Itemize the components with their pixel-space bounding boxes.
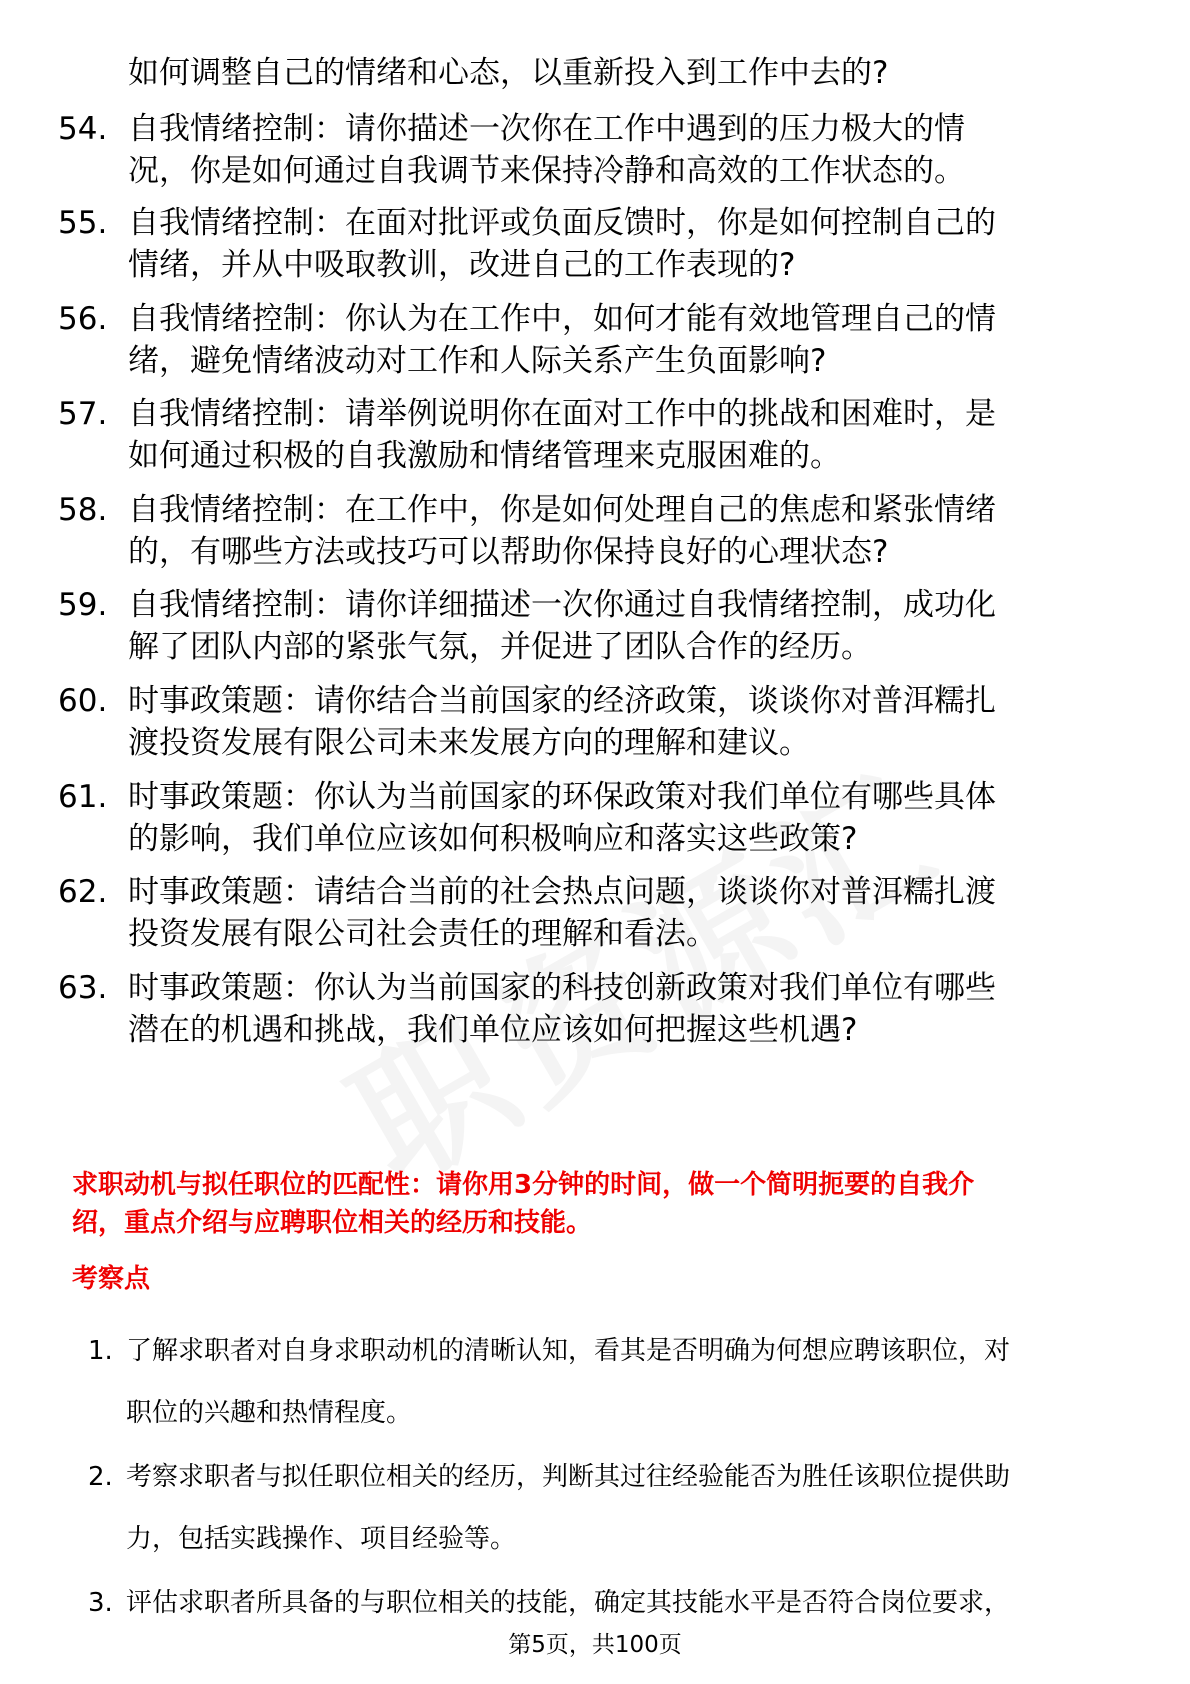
evaluation-points-heading: 考察点 [72, 1264, 151, 1294]
section-heading-line: 绍，重点介绍与应聘职位相关的经历和技能。 [72, 1208, 593, 1238]
question-number: 56. [58, 301, 108, 337]
question-continuation: 如何调整自己的情绪和心态，以重新投入到工作中去的? [128, 55, 889, 91]
question-text [128, 489, 1128, 573]
question-number: 59. [58, 587, 108, 623]
question-text [128, 584, 1128, 668]
question-number: 62. [58, 874, 108, 910]
question-line: 况，你是如何通过自我调节来保持冷静和高效的工作状态的。 [128, 153, 965, 189]
section-heading [72, 1166, 1132, 1242]
point-number: 3. [88, 1588, 113, 1618]
question-line: 情绪，并从中吸取教训，改进自己的工作表现的? [128, 247, 796, 283]
point-line: 力，包括实践操作、项目经验等。 [126, 1524, 517, 1554]
point-text [126, 1572, 1136, 1634]
question-line: 解了团队内部的紧张气氛，并促进了团队合作的经历。 [128, 629, 872, 665]
question-text [128, 871, 1128, 955]
point-number: 1. [88, 1336, 113, 1366]
question-line: 时事政策题：你认为当前国家的科技创新政策对我们单位有哪些 [128, 970, 996, 1006]
question-line: 的，有哪些方法或技巧可以帮助你保持良好的心理状态? [128, 534, 889, 570]
point-line: 了解求职者对自身求职动机的清晰认知，看其是否明确为何想应聘该职位，对 [126, 1336, 1011, 1366]
question-line: 时事政策题：你认为当前国家的环保政策对我们单位有哪些具体 [128, 779, 996, 815]
point-line: 考察求职者与拟任职位相关的经历，判断其过往经验能否为胜任该职位提供助 [126, 1462, 1011, 1492]
question-text [128, 680, 1128, 764]
question-line: 绪，避免情绪波动对工作和人际关系产生负面影响? [128, 343, 827, 379]
question-number: 61. [58, 779, 108, 815]
question-number: 55. [58, 205, 108, 241]
question-number: 57. [58, 396, 108, 432]
question-line: 时事政策题：请你结合当前国家的经济政策，谈谈你对普洱糯扎 [128, 683, 996, 719]
question-line: 如何通过积极的自我激励和情绪管理来克服困难的。 [128, 438, 841, 474]
point-text [126, 1446, 1136, 1570]
question-text [128, 776, 1128, 860]
question-number: 60. [58, 683, 108, 719]
question-line: 投资发展有限公司社会责任的理解和看法。 [128, 916, 717, 952]
section-heading-line: 求职动机与拟任职位的匹配性：请你用3分钟的时间，做一个简明扼要的自我介 [72, 1170, 975, 1200]
question-number: 63. [58, 970, 108, 1006]
question-line: 潜在的机遇和挑战，我们单位应该如何把握这些机遇? [128, 1012, 858, 1048]
question-line: 自我情绪控制：请你描述一次你在工作中遇到的压力极大的情 [128, 111, 965, 147]
question-line: 的影响，我们单位应该如何积极响应和落实这些政策? [128, 821, 858, 857]
question-line: 渡投资发展有限公司未来发展方向的理解和建议。 [128, 725, 810, 761]
question-text [128, 202, 1128, 286]
question-line: 自我情绪控制：你认为在工作中，如何才能有效地管理自己的情 [128, 301, 996, 337]
point-line: 职位的兴趣和热情程度。 [126, 1398, 413, 1428]
question-text [128, 967, 1128, 1051]
question-text [128, 108, 1128, 192]
question-line: 自我情绪控制：请你详细描述一次你通过自我情绪控制，成功化 [128, 587, 996, 623]
point-line: 评估求职者所具备的与职位相关的技能，确定其技能水平是否符合岗位要求， [126, 1588, 1011, 1618]
question-text [128, 393, 1128, 477]
point-number: 2. [88, 1462, 113, 1492]
question-line: 时事政策题：请结合当前的社会热点问题，谈谈你对普洱糯扎渡 [128, 874, 996, 910]
page-footer: 第5页，共100页 [508, 1632, 682, 1658]
question-number: 54. [58, 111, 108, 147]
question-line: 自我情绪控制：在面对批评或负面反馈时，你是如何控制自己的 [128, 205, 996, 241]
question-line: 自我情绪控制：在工作中，你是如何处理自己的焦虑和紧张情绪 [128, 492, 996, 528]
point-text [126, 1320, 1136, 1444]
question-text [128, 298, 1128, 382]
question-line: 自我情绪控制：请举例说明你在面对工作中的挑战和困难时，是 [128, 396, 996, 432]
question-number: 58. [58, 492, 108, 528]
